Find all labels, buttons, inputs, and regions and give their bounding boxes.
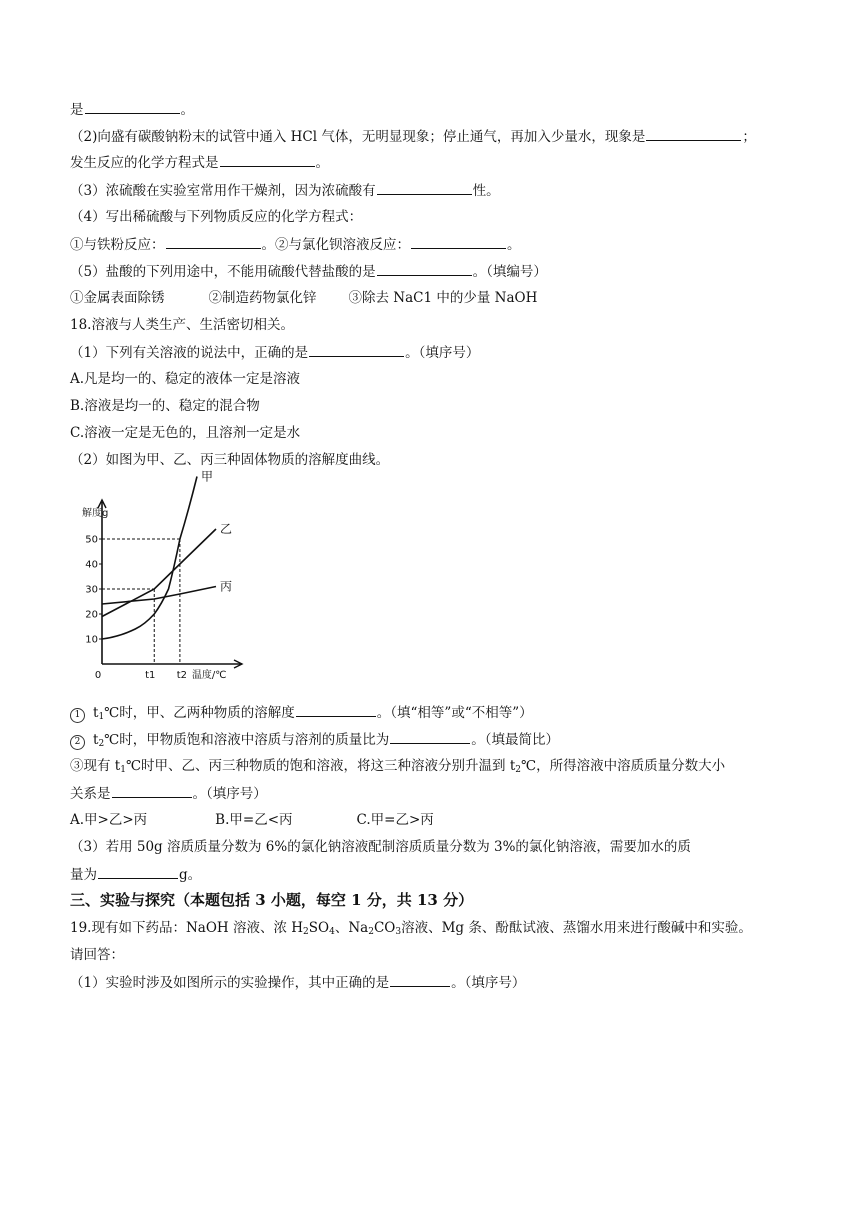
q17-prefix: 是: [70, 102, 84, 118]
q19-text-d: CO: [373, 920, 396, 936]
series-label: 乙: [220, 522, 233, 536]
q17-part3: [70, 181, 500, 200]
answer-blank[interactable]: [377, 181, 472, 195]
y-tick-label: 30: [85, 584, 98, 596]
q18-sub2-hint: 。（填最简比）: [471, 732, 560, 748]
x-tick-label: t2: [176, 670, 188, 681]
q17-part2-eq-text: 发生反应的化学方程式是: [70, 155, 219, 171]
q18-sub3-l2-hint: 。（填序号）: [192, 786, 267, 802]
subscript: 2: [98, 739, 105, 749]
q18-title-text: 18.溶液与人类生产、生活密切相关。: [70, 317, 294, 333]
option-b-text: B.溶液是均一的、稳定的混合物: [70, 398, 260, 414]
q17-item-iron: ①与铁粉反应：: [70, 237, 165, 253]
option-3: ③除去 NaC1 中的少量 NaOH: [348, 290, 538, 306]
subscript: 1: [98, 712, 105, 722]
section3-heading-text: 三、实验与探究（本题包括 3 小题，每空 1 分，共 13 分）: [70, 891, 474, 909]
q18-sub1: [70, 703, 533, 723]
option-a-text: A.凡是均一的、稳定的液体一定是溶液: [70, 371, 301, 387]
option-c-text: C.溶液一定是无色的，且溶剂一定是水: [70, 425, 301, 441]
origin-label: 0: [94, 670, 102, 681]
curve-jia: [102, 477, 197, 640]
option-b-text: B.甲=乙<丙: [215, 812, 293, 828]
q17-part5: [70, 262, 547, 281]
answer-blank[interactable]: [85, 100, 180, 114]
punctuation: 。（填序号）: [451, 975, 526, 991]
option-c-text: C.甲=乙>丙: [356, 812, 434, 828]
unit-text: g。: [179, 867, 202, 883]
q19-text-e: 溶液、Mg 条、酚酞试液、蒸馏水用来进行酸碱中和实验。: [401, 920, 752, 936]
q19-text-c: 、Na: [334, 920, 369, 936]
q18-sub1-text: ℃时，甲、乙两种物质的溶解度: [104, 705, 295, 721]
q19-part1-text: （1）实验时涉及如图所示的实验操作，其中正确的是: [70, 975, 390, 991]
q18-sub3-options: [70, 811, 434, 829]
q17-part2: [70, 127, 756, 146]
answer-blank[interactable]: [166, 235, 261, 249]
subscript: 2: [368, 927, 374, 937]
answer-blank[interactable]: [296, 703, 376, 717]
q19-line-2: [70, 946, 124, 964]
option-1: ①金属表面除锈: [70, 290, 165, 306]
q17-part5-options: [70, 289, 537, 307]
q17-part4-items: [70, 235, 521, 254]
q17-line-1: [70, 100, 194, 119]
q18-part1-text: （1）下列有关溶液的说法中，正确的是: [70, 345, 309, 361]
punctuation: 性。: [472, 183, 500, 199]
answer-blank[interactable]: [112, 784, 192, 798]
q17-part4: [70, 208, 362, 226]
circled-number: 2: [70, 735, 85, 750]
q18-part3-l2-text: 量为: [70, 867, 97, 883]
punctuation: 。: [315, 155, 329, 171]
q17-part2-equation: [70, 153, 329, 172]
answer-blank[interactable]: [646, 127, 741, 141]
answer-blank[interactable]: [220, 153, 315, 167]
series-label: 甲: [201, 469, 214, 484]
q18-part2: [70, 451, 389, 469]
t-symbol: t: [93, 732, 99, 748]
q19-part1: [70, 973, 525, 992]
option-2: ②制造药物氯化锌: [208, 290, 317, 306]
q19-text-a: 19.现有如下药品：NaOH 溶液、浓 H: [70, 920, 304, 936]
q18-sub2: [70, 730, 559, 750]
answer-blank[interactable]: [390, 730, 470, 744]
q18-part3-text: （3）若用 50g 溶质质量分数为 6%的氯化钠溶液配制溶质质量分数为 3%的氯化钠溶液，需要加水的质: [70, 839, 691, 855]
circled-number: 1: [70, 708, 85, 723]
q17-part3-text: （3）浓硫酸在实验室常用作干燥剂，因为浓硫酸有: [70, 183, 376, 199]
q18-sub3: [70, 757, 725, 775]
q18-part1: [70, 343, 479, 362]
series-label: 丙: [220, 579, 233, 594]
answer-blank[interactable]: [98, 865, 178, 879]
q18-title: [70, 316, 294, 334]
q18-option-a: [70, 370, 300, 388]
q17-item-bacl2: 。②与氯化钡溶液反应：: [261, 237, 410, 253]
q18-option-c: [70, 424, 300, 442]
q17-part5-text: （5）盐酸的下列用途中，不能用硫酸代替盐酸的是: [70, 264, 376, 280]
x-axis-label: 温度/℃: [191, 670, 227, 681]
q18-sub3-text-b: ℃时甲、乙、丙三种物质的饱和溶液，将这三种溶液分别升温到 t: [125, 758, 516, 774]
q18-sub3-text-c: ℃，所得溶液中溶质质量分数大小: [521, 758, 726, 774]
x-tick-label: t1: [145, 670, 156, 681]
punctuation: 。: [507, 237, 521, 253]
q18-sub3-line2: [70, 784, 267, 803]
section3-heading: [70, 891, 473, 909]
y-tick-label: 50: [85, 534, 98, 546]
punctuation: ；: [742, 129, 756, 145]
answer-blank[interactable]: [377, 262, 472, 276]
option-a-text: A.甲>乙>丙: [70, 812, 148, 828]
subscript: 1: [120, 765, 126, 775]
q18-sub1-hint: 。（填“相等”或“不相等”）: [376, 705, 533, 721]
subscript: 2: [515, 765, 522, 775]
t-symbol: t: [93, 705, 99, 721]
q19-prompt: 请回答：: [70, 947, 124, 963]
punctuation: 。（填编号）: [472, 264, 547, 280]
curve-yi: [102, 529, 216, 617]
q17-part4-text: （4）写出稀硫酸与下列物质反应的化学方程式：: [70, 209, 363, 225]
q18-part2-text: （2）如图为甲、乙、丙三种固体物质的溶解度曲线。: [70, 452, 390, 468]
q18-part3-line2: [70, 865, 201, 884]
answer-blank[interactable]: [309, 343, 404, 357]
subscript: 2: [303, 927, 309, 937]
q18-option-b: [70, 397, 260, 415]
q18-sub3-l2-text: 关系是: [70, 786, 111, 802]
y-tick-label: 20: [85, 609, 98, 621]
q18-sub3-text-a: ③现有 t: [70, 758, 121, 774]
q17-part2-text: （2)向盛有碳酸钠粉末的试管中通入 HCl 气体，无明显现象；停止通气，再加入少量水，现象是: [70, 129, 646, 145]
q19-text-b: SO: [308, 920, 330, 936]
subscript: 3: [395, 927, 402, 937]
answer-blank[interactable]: [390, 973, 450, 987]
y-tick-label: 10: [85, 634, 98, 646]
q18-sub2-text: ℃时，甲物质饱和溶液中溶质与溶剂的质量比为: [104, 732, 390, 748]
solubility-curve-chart: [66, 469, 256, 690]
punctuation: 。（填序号）: [405, 345, 480, 361]
punctuation: 。: [180, 102, 194, 118]
q18-part3: [70, 838, 691, 856]
subscript: 4: [329, 927, 335, 937]
q19-line-1: [70, 919, 752, 937]
answer-blank[interactable]: [411, 235, 506, 249]
y-tick-label: 40: [85, 559, 98, 571]
y-axis-label: 解度g: [82, 508, 109, 519]
